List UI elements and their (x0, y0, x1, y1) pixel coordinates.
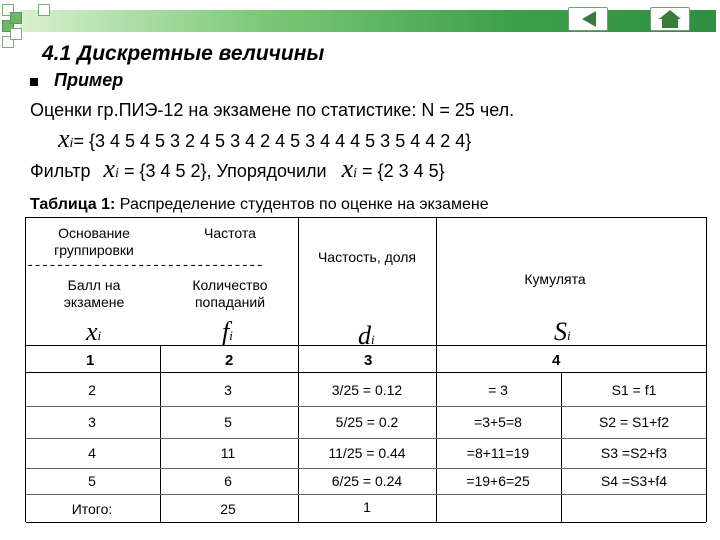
filter-line (30, 154, 445, 184)
row-border-3 (26, 468, 706, 469)
table-bottom-border (26, 522, 706, 523)
sorted-xi-subscript: i (353, 166, 358, 181)
filter-xi-subscript: i (115, 166, 119, 181)
slide-subtitle: Пример (54, 70, 124, 90)
symbol-d: di (358, 321, 375, 350)
header-count: Количество попаданий (192, 277, 268, 310)
filter-values: = {3 4 5 2}, Упорядочили (123, 161, 327, 181)
filter-label: Фильтр (30, 161, 91, 181)
col-number-4: 4 (552, 352, 561, 369)
col-divider-5 (561, 372, 562, 522)
row-border-4 (26, 494, 706, 495)
sorted-values: = {2 3 4 5} (362, 161, 445, 181)
header-grade: Балл на экзамене (63, 277, 125, 310)
col-divider-4 (436, 217, 437, 522)
table-caption (30, 196, 489, 214)
header-share: Частость, доля (317, 249, 417, 265)
left-decoration (0, 0, 16, 540)
total-share: 1 (363, 499, 371, 515)
total-label: Итого: (71, 501, 113, 517)
home-icon (651, 8, 689, 30)
col-number-2: 2 (225, 352, 234, 369)
header-frequency: Частота (204, 225, 256, 241)
col-number-3: 3 (364, 352, 373, 369)
xi-subscript: i (69, 136, 74, 151)
values-list: = {3 4 5 4 5 3 2 4 5 3 4 2 4 5 3 4 4 4 5 3 5 4 4 2 4} (73, 131, 472, 151)
table-right-border (706, 217, 707, 522)
home-button[interactable] (650, 7, 690, 31)
back-button[interactable] (568, 7, 608, 31)
back-arrow-icon (569, 8, 607, 30)
symbol-f: fi (222, 317, 233, 346)
symbol-s: Si (554, 317, 571, 346)
symbol-x: xi (86, 317, 102, 346)
total-frequency: 25 (220, 501, 236, 517)
slide-title: 4.1 Дискретные величины (42, 42, 325, 65)
header-basis: Основание группировки (54, 225, 134, 258)
values-line (58, 124, 471, 154)
header-dash-separator: -------------------------------- (26, 258, 263, 274)
bullet-marker (30, 78, 38, 86)
header-bar (20, 10, 716, 32)
filter-xi-symbol: x (103, 154, 116, 183)
description-line: Оценки гр.ПИЭ-12 на экзамене по статистике: N = 25 чел. (30, 100, 515, 120)
sorted-xi-symbol: x (341, 154, 354, 183)
xi-symbol: x (58, 124, 70, 153)
caption-text: Распределение студентов по оценке на экзамене (115, 196, 489, 213)
table-top-border (26, 217, 706, 218)
row-border-1 (26, 406, 706, 407)
top-decoration-square (38, 4, 50, 16)
numbers-row-border (26, 372, 706, 373)
row-border-2 (26, 438, 706, 439)
col-divider-3 (298, 217, 299, 522)
col-number-1: 1 (86, 352, 95, 369)
caption-label: Таблица 1: (30, 196, 116, 213)
header-cumulative: Кумулята (524, 271, 586, 287)
